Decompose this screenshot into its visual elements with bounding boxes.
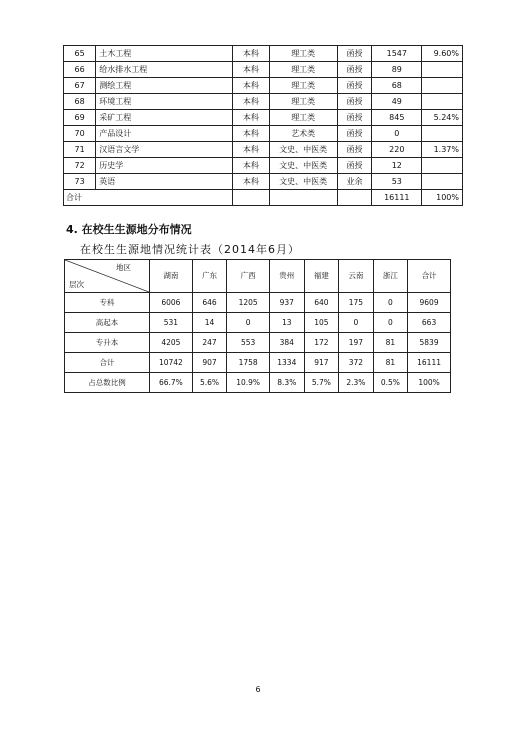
value-cell: 553: [227, 333, 270, 353]
origin-stats-table: [64, 259, 451, 393]
value-cell: 100%: [408, 373, 451, 393]
column-header: 合计: [408, 260, 451, 293]
empty-cell: [337, 190, 371, 206]
value-cell: 1758: [227, 353, 270, 373]
majors-table: [63, 45, 463, 206]
value-cell: 531: [150, 313, 193, 333]
table-row: [64, 174, 463, 190]
count-cell: 12: [372, 158, 422, 174]
corner-header-cell: [65, 260, 150, 293]
row-number-cell: 71: [64, 142, 96, 158]
percent-cell: [422, 126, 463, 142]
column-header: 福建: [304, 260, 339, 293]
level-cell: 本科: [233, 158, 269, 174]
value-cell: 5.6%: [192, 373, 227, 393]
percent-cell: [422, 78, 463, 94]
percent-cell: [422, 158, 463, 174]
table-row: [64, 158, 463, 174]
percent-cell: [422, 174, 463, 190]
level-cell: 本科: [233, 78, 269, 94]
table-row: [64, 94, 463, 110]
count-cell: 1547: [372, 46, 422, 62]
corner-level-label: 层次: [69, 280, 84, 289]
table-row: [64, 126, 463, 142]
column-header: 广西: [227, 260, 270, 293]
count-cell: 845: [372, 110, 422, 126]
value-cell: 937: [270, 293, 305, 313]
category-cell: 艺术类: [269, 126, 337, 142]
row-number-cell: 65: [64, 46, 96, 62]
percent-cell: [422, 94, 463, 110]
value-cell: 81: [373, 333, 408, 353]
value-cell: 0: [339, 313, 374, 333]
table-row: [65, 313, 451, 333]
row-number-cell: 69: [64, 110, 96, 126]
value-cell: 9609: [408, 293, 451, 313]
count-cell: 53: [372, 174, 422, 190]
study-mode-cell: 函授: [337, 126, 371, 142]
category-cell: 理工类: [269, 62, 337, 78]
table-row: [64, 46, 463, 62]
row-label-cell: 占总数比例: [65, 373, 150, 393]
category-cell: 理工类: [269, 110, 337, 126]
value-cell: 172: [304, 333, 339, 353]
empty-cell: [233, 190, 269, 206]
column-header: 贵州: [270, 260, 305, 293]
value-cell: 5839: [408, 333, 451, 353]
count-cell: 0: [372, 126, 422, 142]
major-name-cell: 给水排水工程: [96, 62, 233, 78]
table-caption: 在校生生源地情况统计表（2014年6月）: [80, 243, 300, 256]
value-cell: 0: [373, 313, 408, 333]
row-label-cell: 合计: [65, 353, 150, 373]
table-row: [64, 62, 463, 78]
value-cell: 372: [339, 353, 374, 373]
category-cell: 文史、中医类: [269, 142, 337, 158]
table-row: [64, 142, 463, 158]
value-cell: 0: [227, 313, 270, 333]
level-cell: 本科: [233, 62, 269, 78]
page-number: 6: [255, 685, 261, 694]
major-name-cell: 历史学: [96, 158, 233, 174]
category-cell: 理工类: [269, 78, 337, 94]
study-mode-cell: 函授: [337, 142, 371, 158]
value-cell: 663: [408, 313, 451, 333]
level-cell: 本科: [233, 46, 269, 62]
row-label-cell: 高起本: [65, 313, 150, 333]
level-cell: 本科: [233, 94, 269, 110]
value-cell: 917: [304, 353, 339, 373]
row-number-cell: 73: [64, 174, 96, 190]
total-percent-cell: 100%: [422, 190, 463, 206]
value-cell: 10.9%: [227, 373, 270, 393]
origin-stats-body: [65, 293, 451, 393]
corner-region-label: 地区: [116, 263, 131, 272]
row-label-cell: 专科: [65, 293, 150, 313]
value-cell: 0.5%: [373, 373, 408, 393]
category-cell: 文史、中医类: [269, 158, 337, 174]
value-cell: 384: [270, 333, 305, 353]
level-cell: 本科: [233, 142, 269, 158]
major-name-cell: 测绘工程: [96, 78, 233, 94]
value-cell: 66.7%: [150, 373, 193, 393]
table-row: [65, 353, 451, 373]
major-name-cell: 产品设计: [96, 126, 233, 142]
major-name-cell: 环境工程: [96, 94, 233, 110]
value-cell: 105: [304, 313, 339, 333]
row-number-cell: 66: [64, 62, 96, 78]
study-mode-cell: 函授: [337, 78, 371, 94]
table-row: [65, 333, 451, 353]
row-number-cell: 70: [64, 126, 96, 142]
header-row: [65, 260, 451, 293]
value-cell: 640: [304, 293, 339, 313]
row-label-cell: 专升本: [65, 333, 150, 353]
section-heading: 4. 在校生生源地分布情况: [66, 223, 192, 236]
percent-cell: 9.60%: [422, 46, 463, 62]
level-cell: 本科: [233, 126, 269, 142]
count-cell: 220: [372, 142, 422, 158]
value-cell: 175: [339, 293, 374, 313]
category-cell: 文史、中医类: [269, 174, 337, 190]
value-cell: 247: [192, 333, 227, 353]
row-number-cell: 68: [64, 94, 96, 110]
value-cell: 1334: [270, 353, 305, 373]
table-row: [64, 78, 463, 94]
category-cell: 理工类: [269, 94, 337, 110]
study-mode-cell: 函授: [337, 110, 371, 126]
value-cell: 0: [373, 293, 408, 313]
study-mode-cell: 函授: [337, 158, 371, 174]
major-name-cell: 汉语言文学: [96, 142, 233, 158]
value-cell: 8.3%: [270, 373, 305, 393]
major-name-cell: 采矿工程: [96, 110, 233, 126]
value-cell: 4205: [150, 333, 193, 353]
percent-cell: [422, 62, 463, 78]
level-cell: 本科: [233, 110, 269, 126]
total-label-cell: 合计: [64, 190, 233, 206]
table-row: [65, 373, 451, 393]
value-cell: 5.7%: [304, 373, 339, 393]
origin-stats-header: [65, 260, 451, 293]
column-header: 湖南: [150, 260, 193, 293]
count-cell: 68: [372, 78, 422, 94]
value-cell: 13: [270, 313, 305, 333]
total-count-cell: 16111: [372, 190, 422, 206]
total-row: [64, 190, 463, 206]
value-cell: 81: [373, 353, 408, 373]
study-mode-cell: 函授: [337, 46, 371, 62]
count-cell: 89: [372, 62, 422, 78]
major-name-cell: 土木工程: [96, 46, 233, 62]
level-cell: 本科: [233, 174, 269, 190]
count-cell: 49: [372, 94, 422, 110]
value-cell: 197: [339, 333, 374, 353]
empty-cell: [269, 190, 337, 206]
value-cell: 16111: [408, 353, 451, 373]
value-cell: 907: [192, 353, 227, 373]
value-cell: 6006: [150, 293, 193, 313]
row-number-cell: 72: [64, 158, 96, 174]
value-cell: 10742: [150, 353, 193, 373]
column-header: 浙江: [373, 260, 408, 293]
percent-cell: 1.37%: [422, 142, 463, 158]
value-cell: 646: [192, 293, 227, 313]
value-cell: 14: [192, 313, 227, 333]
table-row: [65, 293, 451, 313]
row-number-cell: 67: [64, 78, 96, 94]
percent-cell: 5.24%: [422, 110, 463, 126]
major-name-cell: 英语: [96, 174, 233, 190]
value-cell: 2.3%: [339, 373, 374, 393]
value-cell: 1205: [227, 293, 270, 313]
majors-table-body: [64, 46, 463, 206]
study-mode-cell: 函授: [337, 62, 371, 78]
column-header: 云南: [339, 260, 374, 293]
study-mode-cell: 业余: [337, 174, 371, 190]
column-header: 广东: [192, 260, 227, 293]
table-row: [64, 110, 463, 126]
category-cell: 理工类: [269, 46, 337, 62]
study-mode-cell: 函授: [337, 94, 371, 110]
